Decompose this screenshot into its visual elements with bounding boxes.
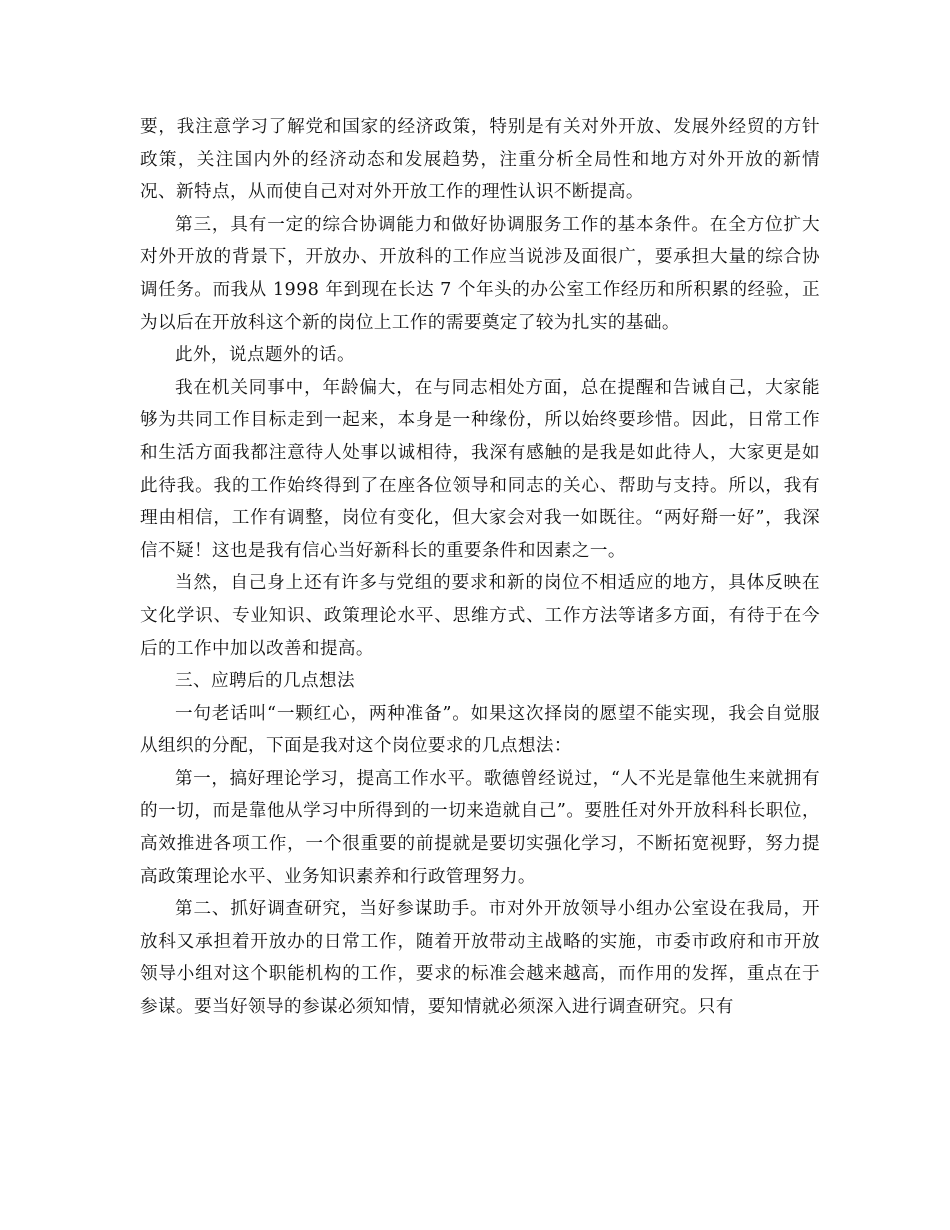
paragraph-4: 我在机关同事中，年龄偏大，在与同志相处方面，总在提醒和告诫自己，大家能够为共同工作目标走到一起来，本身是一种缘份，所以始终要珍惜。因此，日常工作和生活方面我都注意待人处事以诚相待，我深有感触的是我是如此待人，大家更是如此待我。我的工作始终得到了在座各位领导和同志的关心、帮助与支持。所以，我有理由相信，工作有调整，岗位有变化，但大家会对我一如既往。“两好搿一好”，我深信不疑！这也是我有信心当好新科长的重要条件和因素之一。	[140, 377, 820, 561]
paragraph-8: 第一，搞好理论学习，提高工作水平。歌德曾经说过，“人不光是靠他生来就拥有的一切，而是靠他从学习中所得到的一切来造就自己”。要胜任对外开放科科长职位，高效推进各项工作，一个很重要的前提就是要切实强化学习，不断拓宽视野，努力提高政策理论水平、业务知识素养和行政管理努力。	[140, 768, 820, 887]
paragraph-5: 当然，自己身上还有许多与党组的要求和新的岗位不相适应的地方，具体反映在文化学识、专业知识、政策理论水平、思维方式、工作方法等诸多方面，有待于在今后的工作中加以改善和提高。	[140, 573, 820, 659]
paragraph-2: 第三，具有一定的综合协调能力和做好协调服务工作的基本条件。在全方位扩大对外开放的背景下，开放办、开放科的工作应当说涉及面很广，要承担大量的综合协调任务。而我从 1998 年到现在长达 7 个年头的办公室工作经历和所积累的经验，正为以后在开放科这个新的岗位上工作的需要奠定了较为扎实的基础。	[140, 214, 820, 333]
paragraph-7: 一句老话叫“一颗红心，两种准备”。如果这次择岗的愿望不能实现，我会自觉服从组织的分配，下面是我对这个岗位要求的几点想法：	[140, 703, 820, 757]
section-heading: 三、应聘后的几点想法	[175, 671, 355, 692]
paragraph-9: 第二、抓好调查研究，当好参谋助手。市对外开放领导小组办公室设在我局，开放科又承担着开放办的日常工作，随着开放带动主战略的实施，市委市政府和市开放领导小组对这个职能机构的工作，要求的标准会越来越高，而作用的发挥，重点在于参谋。要当好领导的参谋必须知情，要知情就必须深入进行调查研究。只有	[140, 899, 820, 1018]
paragraph-3: 此外，说点题外的话。	[175, 345, 355, 366]
paragraph-1: 要，我注意学习了解党和国家的经济政策，特别是有关对外开放、发展外经贸的方针政策，关注国内外的经济动态和发展趋势，注重分析全局性和地方对外开放的新情况、新特点，从而使自己对对外开放工作的理性认识不断提高。	[140, 117, 820, 203]
document-page	[140, 111, 820, 1024]
